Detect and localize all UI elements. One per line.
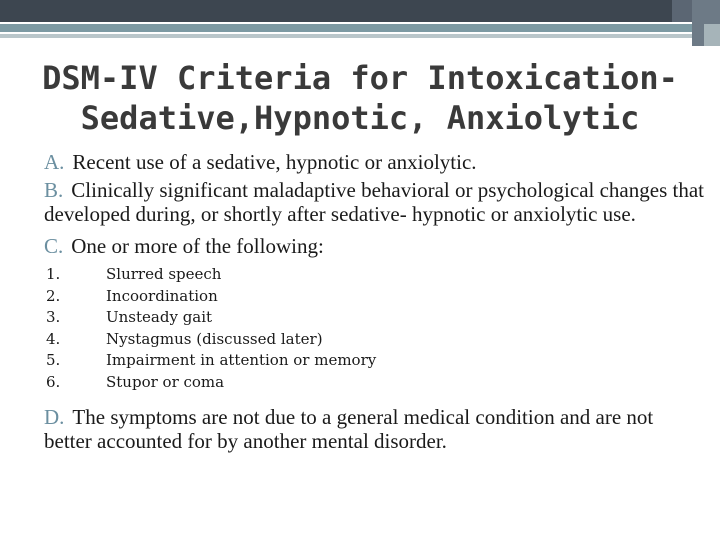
list-number: 1. (46, 265, 61, 283)
list-text: Stupor or coma (106, 372, 225, 391)
criterion-text: Clinically significant maladaptive behavioral or psychological changes that developed during, or shortly after sedative- hypnotic or anxiolytic use. (44, 178, 704, 226)
criterion-b (44, 178, 704, 226)
list-item (44, 372, 704, 394)
slide-title-line-1: DSM-IV Criteria for Intoxication- (42, 59, 678, 97)
list-text: Impairment in attention or memory (106, 351, 377, 369)
slide-body (44, 150, 704, 457)
list-item (44, 286, 704, 308)
header-band-light (0, 34, 720, 38)
list-number: 6. (46, 372, 61, 391)
list-number: 4. (46, 329, 61, 348)
header-band-dark (0, 0, 720, 22)
slide-title (0, 58, 720, 138)
list-text: Incoordination (106, 286, 218, 305)
symptom-list (44, 264, 704, 393)
slide-title-line-2: Sedative,Hypnotic, Anxiolytic (80, 99, 640, 137)
list-number: 2. (46, 286, 61, 305)
list-item (44, 307, 704, 329)
criterion-letter: B. (44, 178, 64, 202)
criterion-d (44, 405, 704, 453)
criterion-a (44, 150, 704, 174)
criterion-letter: C. (44, 234, 64, 258)
header-band-teal (0, 24, 720, 32)
list-text: Nystagmus (discussed later) (106, 329, 323, 348)
list-item (44, 329, 704, 351)
list-text: Slurred speech (106, 265, 222, 283)
header-band-end-block (672, 0, 720, 46)
list-item (44, 350, 704, 372)
criterion-text: One or more of the following: (71, 234, 324, 258)
list-number: 5. (46, 351, 61, 369)
list-number: 3. (46, 308, 61, 326)
criterion-text: Recent use of a sedative, hypnotic or anxiolytic. (72, 150, 477, 174)
header-decoration-bar (0, 0, 720, 46)
criterion-letter: D. (44, 405, 65, 429)
criterion-c (44, 234, 704, 258)
criterion-letter: A. (44, 150, 65, 174)
list-text: Unsteady gait (106, 308, 213, 326)
criterion-text: The symptoms are not due to a general medical condition and are not better accounted for by another mental disorder. (44, 405, 654, 453)
list-item (44, 264, 704, 286)
